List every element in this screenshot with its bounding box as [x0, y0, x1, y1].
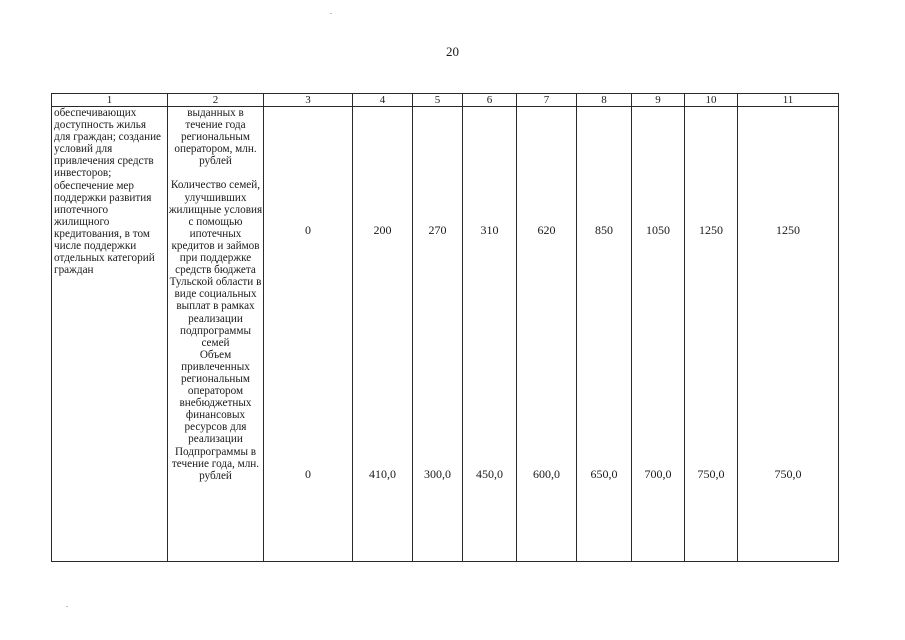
funds-value-col-3: 0	[305, 467, 311, 481]
value-cell-col-11	[738, 107, 839, 562]
header-col-11: 11	[738, 94, 839, 107]
header-col-6: 6	[463, 94, 517, 107]
header-col-1: 1	[52, 94, 168, 107]
value-cell-col-8	[577, 107, 632, 562]
funds-value-col-11: 750,0	[774, 467, 802, 481]
header-col-5: 5	[413, 94, 463, 107]
funds-value-col-10: 750,0	[697, 467, 725, 481]
table-row	[52, 107, 839, 562]
task-description-cell	[52, 107, 168, 562]
funds-value-col-7: 600,0	[533, 467, 560, 481]
funds-value-col-5: 300,0	[424, 467, 451, 481]
indicator-name-cell	[168, 107, 264, 562]
families-value-col-3: 0	[305, 223, 311, 237]
header-col-7: 7	[517, 94, 577, 107]
page-number: 20	[446, 44, 459, 59]
families-value-col-5: 270	[428, 223, 447, 237]
header-row	[52, 94, 839, 107]
families-value-col-4: 200	[373, 223, 392, 237]
families-value-col-10: 1250	[699, 223, 723, 237]
indicator-continuation: выданных в течение года региональным оператором, млн. рублей	[174, 107, 257, 168]
indicators-table	[51, 93, 839, 562]
header-col-4: 4	[353, 94, 413, 107]
funds-value-col-4: 410,0	[369, 467, 396, 481]
indicator-attracted-funds: Объем привлеченных региональным оператором внебюджетных финансовых ресурсов для реализации Подпрограммы в течение года, млн. рублей	[171, 348, 260, 482]
value-cell-col-6	[463, 107, 517, 562]
families-value-col-6: 310	[480, 223, 499, 237]
families-value-col-8: 850	[595, 223, 613, 237]
header-col-8: 8	[577, 94, 632, 107]
funds-value-col-9: 700,0	[644, 467, 672, 481]
header-col-3: 3	[264, 94, 353, 107]
value-cell-col-10	[685, 107, 738, 562]
families-value-col-11: 1250	[776, 223, 800, 237]
value-cell-col-3	[264, 107, 353, 562]
scan-speck-bottom	[66, 606, 68, 607]
header-col-9: 9	[632, 94, 685, 107]
families-value-col-9: 1050	[646, 223, 670, 237]
value-cell-col-4	[353, 107, 413, 562]
value-cell-col-9	[632, 107, 685, 562]
funds-value-col-8: 650,0	[590, 467, 618, 481]
families-value-col-7: 620	[537, 223, 556, 237]
task-description: обеспечивающих доступность жилья для граждан; создание условий для привлечения средств инвесторов; обеспечение мер поддержки развития ипотечного жилищного кредитования, в том числе поддержки отдельных категорий граждан	[54, 107, 162, 277]
header-col-2: 2	[168, 94, 264, 107]
value-cell-col-7	[517, 107, 577, 562]
value-cell-col-5	[413, 107, 463, 562]
funds-value-col-6: 450,0	[476, 467, 503, 481]
header-col-10: 10	[685, 94, 738, 107]
scan-speck-top	[330, 13, 332, 14]
indicator-families-count: Количество семей, улучшивших жилищные условия с помощью ипотечных кредитов и займов при поддержке средств бюджета Тульской области в виде социальных выплат в рамках реализации подпрограммы семей	[168, 179, 263, 349]
